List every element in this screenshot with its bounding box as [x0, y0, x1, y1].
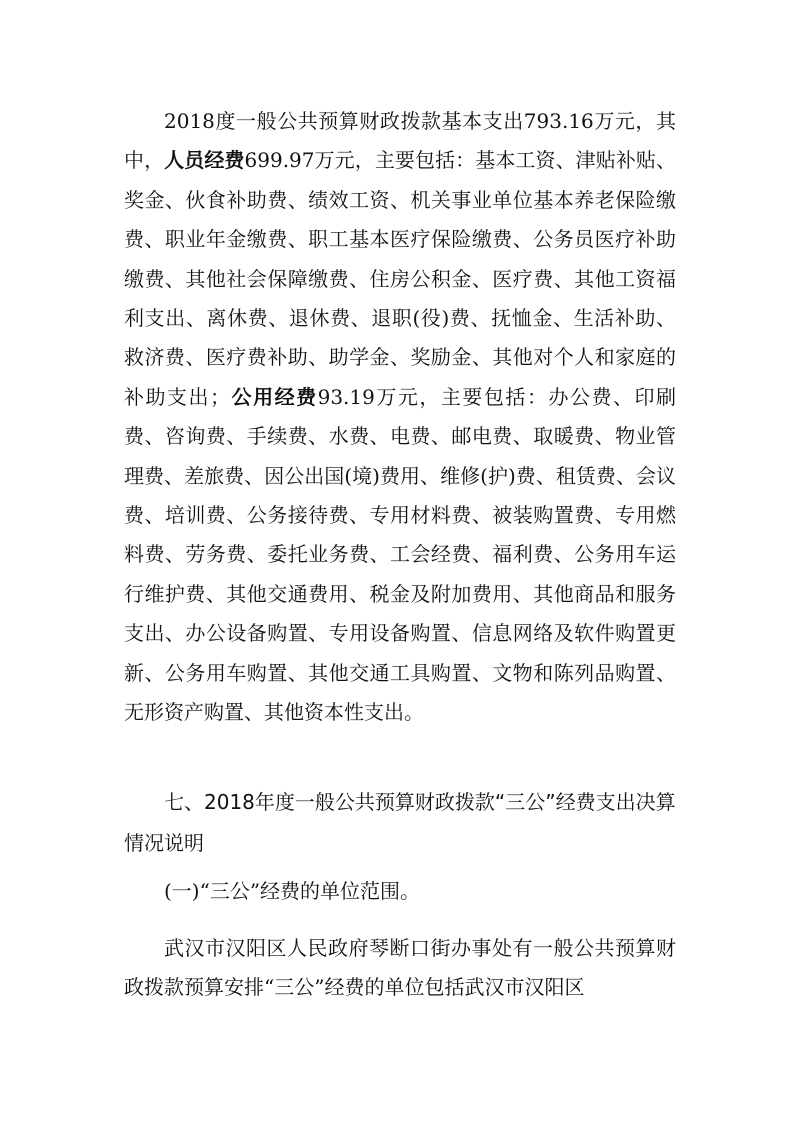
personnel-expenses-term: 人员经费 — [164, 148, 245, 173]
paragraph-text-personnel: 699.97万元，主要包括：基本工资、津贴补贴、奖金、伙食补助费、绩效工资、机关事业单位基本养老保险缴费、职业年金缴费、职工基本医疗保险缴费、公务员医疗补助缴费、其他社会保障缴费、住房公积金、医疗费、其他工资福利支出、离休费、退休费、退职(役)费、抚恤金、生活补助、救济费、医疗费补助、助学金、奖励金、其他对个人和家庭的补助支出； — [124, 148, 677, 409]
section-heading-7: 七、2018年度一般公共预算财政拨款“三公”经费支出决算情况说明 — [124, 790, 676, 855]
paragraph-text-intro: 2018度一般公共预算财政拨款基本支出793.16万元，其中， — [124, 109, 676, 173]
basic-expenditure-paragraph — [124, 102, 676, 733]
unit-scope-paragraph: 武汉市汉阳区人民政府琴断口街办事处有一般公共预算财政拨款预算安排“三公”经费的单位包括武汉市汉阳区 — [124, 936, 676, 1000]
public-expenses-term: 公用经费 — [230, 384, 318, 409]
subsection-heading-1: (一)“三公”经费的单位范围。 — [164, 879, 421, 903]
paragraph-text-public: 93.19万元，主要包括：办公费、印刷费、咨询费、手续费、水费、电费、邮电费、取暖费、物业管理费、差旅费、因公出国(境)费用、维修(护)费、租赁费、会议费、培训费、公务接待费、专用材料费、被装购置费、专用燃料费、劳务费、委托业务费、工会经费、福利费、公务用车运行维护费、其他交通费用、税金及附加费用、其他商品和服务支出、办公设备购置、专用设备购置、信息网络及软件购置更新、公务用车购置、其他交通工具购置、文物和陈列品购置、 无形资产购置、其他资本性支出。 — [124, 384, 677, 725]
